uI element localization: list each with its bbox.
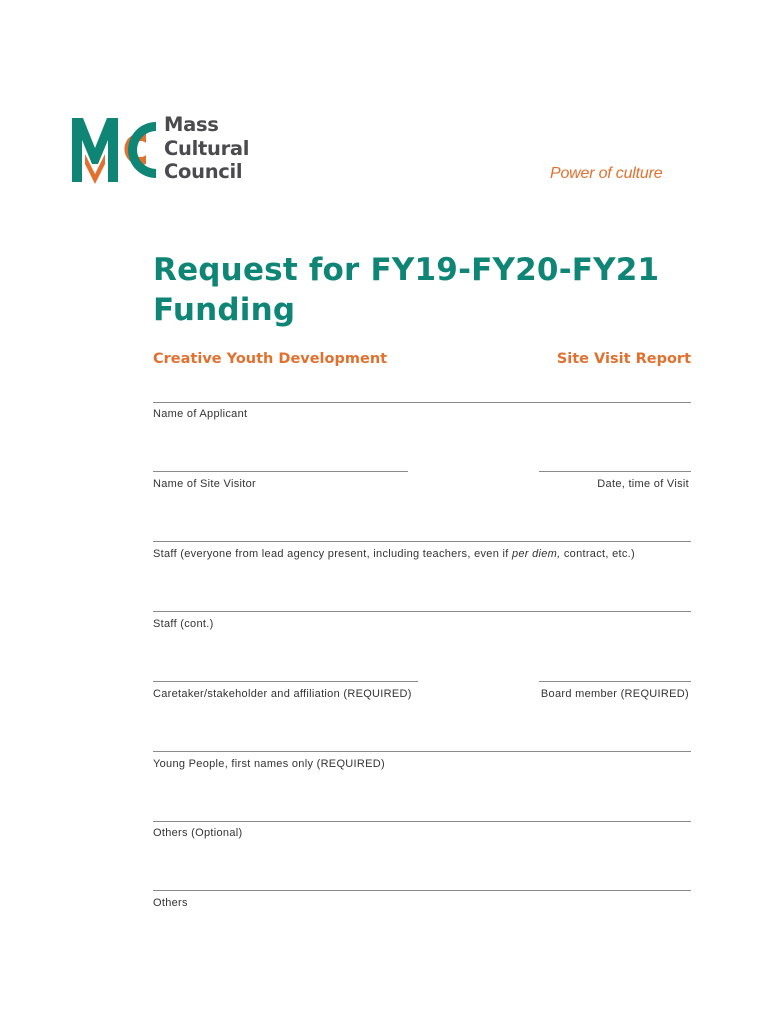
site-visitor-line[interactable]: [153, 471, 408, 472]
applicant-label: Name of Applicant: [153, 408, 248, 420]
title-line: Funding: [153, 292, 296, 328]
program-subtitle: Creative Youth Development: [153, 351, 388, 367]
tagline: Power of culture: [550, 165, 663, 182]
logo-line: Council: [164, 160, 243, 183]
board-member-line[interactable]: [539, 681, 691, 682]
young-people-line[interactable]: [153, 751, 691, 752]
mcc-monogram-icon: [70, 112, 160, 188]
document-title: [153, 250, 713, 330]
title-line: Request for FY19-FY20-FY21: [153, 252, 660, 288]
applicant-line[interactable]: [153, 402, 691, 403]
logo-line: Mass: [164, 113, 219, 136]
staff-label-suffix: contract, etc.): [560, 548, 635, 560]
board-member-label: Board member (REQUIRED): [540, 688, 689, 700]
staff-label: [153, 548, 635, 560]
mass-cultural-council-logo: [70, 112, 270, 188]
logo-line: Cultural: [164, 136, 250, 160]
others-line[interactable]: [153, 890, 691, 891]
staff-label-text: Staff (everyone from lead agency present, including teachers, even if: [153, 548, 512, 560]
staff-cont-label: Staff (cont.): [153, 618, 214, 630]
report-type-subtitle: Site Visit Report: [556, 351, 691, 367]
staff-line[interactable]: [153, 541, 691, 542]
staff-label-italic: per diem,: [511, 548, 561, 560]
caretaker-line[interactable]: [153, 681, 418, 682]
visit-date-label: Date, time of Visit: [597, 478, 689, 490]
others-label: Others: [153, 897, 188, 909]
others-optional-label: Others (Optional): [153, 827, 243, 839]
others-optional-line[interactable]: [153, 821, 691, 822]
site-visitor-label: Name of Site Visitor: [153, 478, 257, 490]
staff-cont-line[interactable]: [153, 611, 691, 612]
young-people-label: Young People, first names only (REQUIRED): [153, 758, 385, 770]
logo-wordmark: [164, 113, 249, 184]
visit-date-line[interactable]: [539, 471, 691, 472]
caretaker-label: Caretaker/stakeholder and affiliation (REQUIRED): [153, 688, 412, 700]
